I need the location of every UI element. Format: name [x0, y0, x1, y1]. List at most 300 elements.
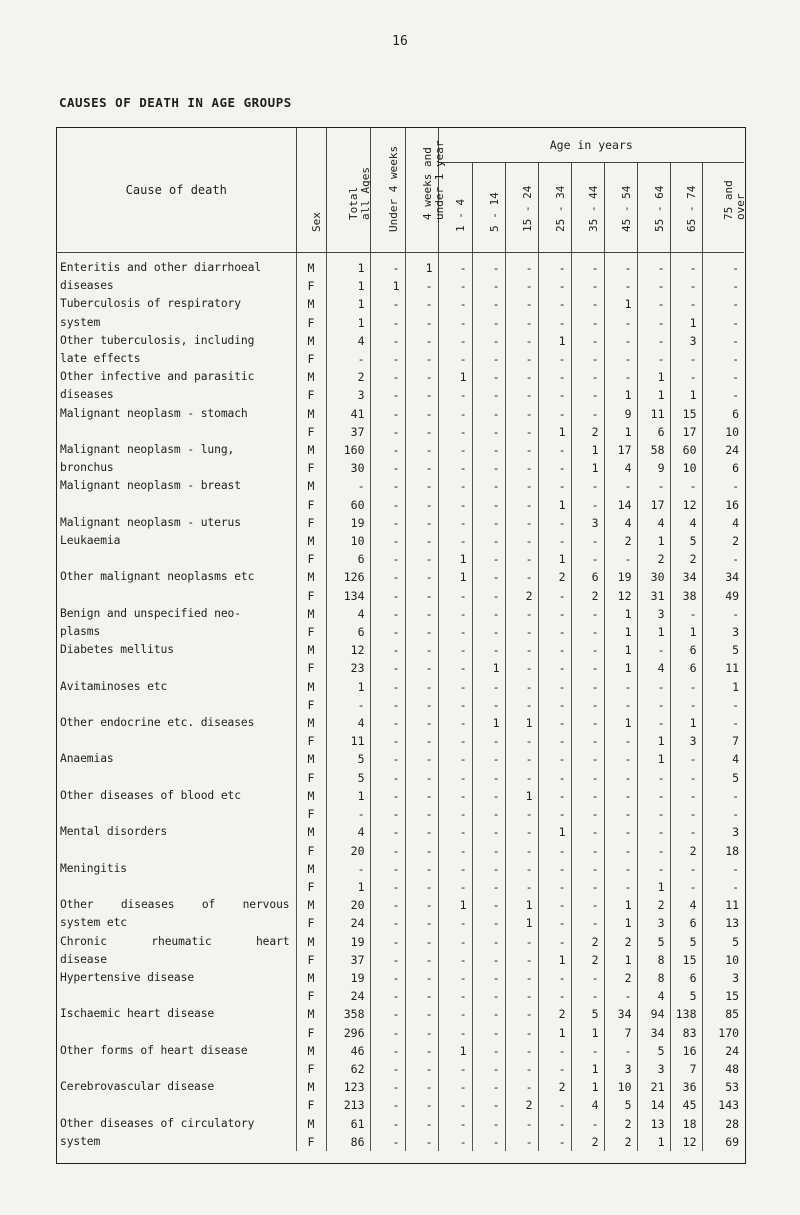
- count-cell: -: [538, 769, 571, 787]
- sex-cell: F: [296, 732, 326, 750]
- count-cell: -: [438, 805, 472, 823]
- count-cell: -: [405, 1060, 438, 1078]
- count-cell: -: [670, 350, 702, 368]
- count-cell: -: [472, 914, 505, 932]
- count-cell: -: [438, 769, 472, 787]
- count-cell: 19: [604, 568, 637, 586]
- count-cell: -: [438, 659, 472, 677]
- count-cell: -: [505, 805, 538, 823]
- count-cell: -: [405, 987, 438, 1005]
- count-cell: 1: [637, 386, 670, 404]
- cause-cell: Other diseases of nervous: [57, 896, 296, 914]
- count-cell: -: [370, 314, 405, 332]
- count-cell: 5: [732, 934, 740, 949]
- count-cell: -: [571, 277, 604, 295]
- count-cell: -: [670, 750, 702, 768]
- cause-cell: Cerebrovascular disease: [57, 1078, 296, 1096]
- count-cell: 1: [505, 896, 538, 914]
- count-cell: -: [405, 805, 438, 823]
- count-cell: -: [438, 860, 472, 878]
- count-cell: -: [604, 696, 637, 714]
- count-cell: -: [472, 477, 505, 495]
- count-cell: -: [438, 933, 472, 951]
- count-cell: 7: [732, 734, 740, 749]
- count-cell: -: [405, 641, 438, 659]
- count-cell: -: [637, 787, 670, 805]
- count-cell: -: [405, 532, 438, 550]
- cause-cell: Other malignant neoplasms etc: [57, 568, 296, 586]
- count-cell: 1: [438, 550, 472, 568]
- count-cell: -: [405, 914, 438, 932]
- count-cell: -: [538, 1060, 571, 1078]
- total-cell: 46: [326, 1042, 370, 1060]
- total-cell: 1: [326, 878, 370, 896]
- count-cell: 15: [670, 405, 702, 423]
- count-cell: -: [438, 295, 472, 313]
- sex-cell: M: [296, 1005, 326, 1023]
- count-cell: -: [571, 1042, 604, 1060]
- count-cell: -: [538, 587, 571, 605]
- count-cell: 3: [732, 970, 740, 985]
- table-row: [57, 969, 744, 987]
- count-cell: -: [571, 969, 604, 987]
- count-cell: 45: [670, 1096, 702, 1114]
- count-cell: 1: [604, 386, 637, 404]
- count-cell: -: [571, 332, 604, 350]
- count-cell: -: [604, 842, 637, 860]
- sex-cell: F: [296, 805, 326, 823]
- count-cell: -: [472, 1115, 505, 1133]
- count-cell: -: [505, 386, 538, 404]
- count-cell: -: [670, 787, 702, 805]
- count-cell: -: [438, 1133, 472, 1151]
- table-row: [57, 405, 744, 423]
- count-cell: -: [670, 605, 702, 623]
- count-cell: -: [370, 386, 405, 404]
- table-row: [57, 860, 744, 878]
- count-cell: 16: [725, 497, 740, 512]
- cause-cell: Ischaemic heart disease: [57, 1005, 296, 1023]
- count-cell: 1: [637, 1133, 670, 1151]
- count-cell: -: [732, 807, 740, 822]
- count-cell: 1: [637, 532, 670, 550]
- count-cell: -: [405, 696, 438, 714]
- count-cell: -: [438, 842, 472, 860]
- count-cell: -: [505, 605, 538, 623]
- count-cell: -: [571, 641, 604, 659]
- count-cell: 6: [670, 914, 702, 932]
- cause-cell: Meningitis: [57, 860, 296, 878]
- count-cell: -: [405, 787, 438, 805]
- sex-cell: F: [296, 314, 326, 332]
- count-cell: -: [438, 623, 472, 641]
- count-cell: -: [604, 805, 637, 823]
- count-cell: -: [538, 896, 571, 914]
- count-cell: -: [405, 477, 438, 495]
- count-cell: -: [505, 332, 538, 350]
- sex-cell: M: [296, 860, 326, 878]
- count-cell: 34: [670, 568, 702, 586]
- table-row: [57, 987, 744, 1005]
- sex-cell: F: [296, 1024, 326, 1042]
- count-cell: 24: [725, 1043, 740, 1058]
- count-cell: -: [670, 277, 702, 295]
- count-cell: -: [538, 350, 571, 368]
- cause-cell: Other infective and parasitic: [57, 368, 296, 386]
- cause-cell: [57, 659, 296, 677]
- count-cell: -: [505, 532, 538, 550]
- count-cell: 2: [604, 1115, 637, 1133]
- count-cell: 21: [637, 1078, 670, 1096]
- total-cell: 30: [326, 459, 370, 477]
- count-cell: -: [438, 350, 472, 368]
- count-cell: -: [472, 987, 505, 1005]
- count-cell: -: [637, 253, 670, 278]
- cause-cell: [57, 878, 296, 896]
- count-cell: -: [604, 368, 637, 386]
- count-cell: -: [405, 1133, 438, 1151]
- count-cell: -: [438, 314, 472, 332]
- count-cell: 49: [725, 588, 740, 603]
- count-cell: 4: [670, 896, 702, 914]
- count-cell: -: [472, 787, 505, 805]
- count-cell: 6: [637, 423, 670, 441]
- count-cell: -: [472, 277, 505, 295]
- count-cell: -: [405, 587, 438, 605]
- sex-cell: F: [296, 696, 326, 714]
- count-cell: -: [604, 787, 637, 805]
- count-cell: -: [670, 769, 702, 787]
- count-cell: 9: [604, 405, 637, 423]
- count-cell: 48: [725, 1061, 740, 1076]
- count-cell: -: [370, 477, 405, 495]
- count-cell: 1: [604, 951, 637, 969]
- count-cell: -: [505, 933, 538, 951]
- count-cell: -: [604, 678, 637, 696]
- count-cell: 5: [670, 532, 702, 550]
- count-cell: -: [472, 1024, 505, 1042]
- sex-cell: M: [296, 1078, 326, 1096]
- count-cell: 1: [538, 423, 571, 441]
- count-cell: -: [571, 769, 604, 787]
- count-cell: -: [538, 987, 571, 1005]
- count-cell: 4: [670, 514, 702, 532]
- count-cell: 1: [604, 623, 637, 641]
- count-cell: -: [405, 860, 438, 878]
- count-cell: -: [370, 732, 405, 750]
- cause-cell: Enteritis and other diarrhoeal: [57, 253, 296, 278]
- count-cell: 2: [670, 550, 702, 568]
- table-row: [57, 1060, 744, 1078]
- total-cell: 41: [326, 405, 370, 423]
- count-cell: -: [538, 914, 571, 932]
- count-cell: -: [438, 1096, 472, 1114]
- count-cell: 1: [604, 659, 637, 677]
- count-cell: 11: [637, 405, 670, 423]
- count-cell: 1: [505, 714, 538, 732]
- count-cell: -: [472, 623, 505, 641]
- table-row: [57, 951, 744, 969]
- count-cell: -: [571, 860, 604, 878]
- total-cell: 126: [326, 568, 370, 586]
- count-cell: -: [405, 1042, 438, 1060]
- count-cell: 3: [732, 825, 740, 840]
- sex-cell: F: [296, 423, 326, 441]
- count-cell: 5: [637, 1042, 670, 1060]
- count-cell: -: [505, 769, 538, 787]
- cause-cell: [57, 696, 296, 714]
- count-cell: -: [472, 641, 505, 659]
- count-cell: 3: [637, 1060, 670, 1078]
- count-cell: 2: [637, 550, 670, 568]
- sex-cell: M: [296, 1115, 326, 1133]
- count-cell: -: [571, 350, 604, 368]
- count-cell: -: [405, 933, 438, 951]
- sex-cell: F: [296, 496, 326, 514]
- count-cell: 13: [637, 1115, 670, 1133]
- count-cell: -: [538, 532, 571, 550]
- count-cell: 13: [725, 916, 740, 931]
- count-cell: -: [472, 314, 505, 332]
- count-cell: -: [505, 277, 538, 295]
- cause-cell: Malignant neoplasm - uterus: [57, 514, 296, 532]
- sex-cell: F: [296, 659, 326, 677]
- sex-cell: M: [296, 441, 326, 459]
- count-cell: -: [571, 678, 604, 696]
- count-cell: -: [438, 696, 472, 714]
- cause-cell: diseases: [57, 386, 296, 404]
- sex-cell: M: [296, 405, 326, 423]
- total-cell: 358: [326, 1005, 370, 1023]
- sex-cell: M: [296, 969, 326, 987]
- total-cell: 23: [326, 659, 370, 677]
- count-cell: 2: [571, 933, 604, 951]
- total-cell: 5: [326, 769, 370, 787]
- sex-cell: F: [296, 277, 326, 295]
- count-cell: 85: [725, 1007, 740, 1022]
- total-cell: 60: [326, 496, 370, 514]
- count-cell: 94: [637, 1005, 670, 1023]
- count-cell: -: [505, 1078, 538, 1096]
- count-cell: 1: [637, 878, 670, 896]
- count-cell: 1: [637, 623, 670, 641]
- count-cell: -: [405, 386, 438, 404]
- count-cell: -: [370, 987, 405, 1005]
- count-cell: 12: [670, 1133, 702, 1151]
- count-cell: -: [370, 1060, 405, 1078]
- count-cell: -: [538, 750, 571, 768]
- cause-cell: bronchus: [57, 459, 296, 477]
- count-cell: -: [370, 1005, 405, 1023]
- count-cell: -: [571, 823, 604, 841]
- count-cell: -: [571, 405, 604, 423]
- count-cell: -: [505, 496, 538, 514]
- count-cell: 4: [637, 987, 670, 1005]
- count-cell: -: [472, 1096, 505, 1114]
- count-cell: 3: [637, 914, 670, 932]
- table-row: [57, 1096, 744, 1114]
- count-cell: -: [438, 496, 472, 514]
- count-cell: -: [472, 805, 505, 823]
- count-cell: -: [405, 659, 438, 677]
- count-cell: 2: [538, 568, 571, 586]
- cause-cell: Benign and unspecified neo-: [57, 605, 296, 623]
- table-row: [57, 896, 744, 914]
- count-cell: -: [405, 1078, 438, 1096]
- count-cell: -: [538, 477, 571, 495]
- count-cell: -: [438, 641, 472, 659]
- total-cell: 12: [326, 641, 370, 659]
- count-cell: -: [670, 477, 702, 495]
- count-cell: 18: [670, 1115, 702, 1133]
- age-header: 65 - 74: [670, 163, 702, 253]
- count-cell: -: [405, 732, 438, 750]
- cause-cell: Anaemias: [57, 750, 296, 768]
- table-row: [57, 477, 744, 495]
- count-cell: -: [505, 1005, 538, 1023]
- count-cell: -: [438, 714, 472, 732]
- table-row: [57, 1024, 744, 1042]
- count-cell: 8: [637, 951, 670, 969]
- count-cell: 10: [604, 1078, 637, 1096]
- total-cell: 4: [326, 823, 370, 841]
- count-cell: 2: [538, 1005, 571, 1023]
- table-row: [57, 714, 744, 732]
- count-cell: 1: [538, 951, 571, 969]
- sex-cell: M: [296, 332, 326, 350]
- cause-cell: Mental disorders: [57, 823, 296, 841]
- sex-cell: M: [296, 368, 326, 386]
- page-title: CAUSES OF DEATH IN AGE GROUPS: [59, 95, 292, 110]
- cause-cell: Malignant neoplasm - stomach: [57, 405, 296, 423]
- count-cell: -: [604, 732, 637, 750]
- cause-cell: [57, 1024, 296, 1042]
- count-cell: -: [472, 514, 505, 532]
- count-cell: -: [505, 368, 538, 386]
- total-cell: 1: [326, 787, 370, 805]
- count-cell: 6: [670, 641, 702, 659]
- count-cell: -: [505, 1042, 538, 1060]
- count-cell: -: [405, 514, 438, 532]
- count-cell: 1: [571, 1024, 604, 1042]
- count-cell: -: [571, 623, 604, 641]
- count-cell: -: [505, 750, 538, 768]
- count-cell: -: [472, 750, 505, 768]
- count-cell: -: [438, 532, 472, 550]
- count-cell: -: [670, 368, 702, 386]
- table-row: [57, 332, 744, 350]
- count-cell: -: [505, 641, 538, 659]
- count-cell: -: [405, 423, 438, 441]
- count-cell: -: [670, 860, 702, 878]
- count-cell: -: [604, 550, 637, 568]
- count-cell: 4: [604, 514, 637, 532]
- table-row: [57, 914, 744, 932]
- count-cell: 2: [505, 1096, 538, 1114]
- count-cell: -: [505, 987, 538, 1005]
- count-cell: -: [571, 477, 604, 495]
- cause-cell: Other tuberculosis, including: [57, 332, 296, 350]
- count-cell: -: [505, 441, 538, 459]
- count-cell: -: [472, 496, 505, 514]
- table-row: [57, 605, 744, 623]
- count-cell: -: [604, 253, 637, 278]
- sex-cell: M: [296, 823, 326, 841]
- count-cell: -: [604, 987, 637, 1005]
- count-cell: 6: [670, 969, 702, 987]
- count-cell: -: [370, 587, 405, 605]
- count-cell: -: [571, 878, 604, 896]
- count-cell: 170: [718, 1025, 740, 1040]
- count-cell: -: [370, 550, 405, 568]
- table-row: [57, 514, 744, 532]
- total-cell: 1: [326, 314, 370, 332]
- count-cell: -: [505, 623, 538, 641]
- count-cell: -: [370, 951, 405, 969]
- cause-cell: [57, 550, 296, 568]
- count-cell: 17: [670, 423, 702, 441]
- sex-cell: F: [296, 842, 326, 860]
- count-cell: 4: [732, 515, 740, 530]
- count-cell: -: [538, 1115, 571, 1133]
- count-cell: 143: [718, 1098, 740, 1113]
- count-cell: -: [538, 787, 571, 805]
- table-row: [57, 314, 744, 332]
- table-row: [57, 496, 744, 514]
- count-cell: 1: [571, 1078, 604, 1096]
- count-cell: -: [438, 823, 472, 841]
- cause-cell: Malignant neoplasm - breast: [57, 477, 296, 495]
- count-cell: -: [732, 279, 740, 294]
- page-number: 16: [392, 34, 408, 49]
- age-header: 15 - 24: [505, 163, 538, 253]
- total-cell: 6: [326, 623, 370, 641]
- total-cell: 20: [326, 842, 370, 860]
- sex-cell: M: [296, 678, 326, 696]
- sex-cell: M: [296, 253, 326, 278]
- count-cell: -: [637, 860, 670, 878]
- total-cell: 213: [326, 1096, 370, 1114]
- count-cell: -: [505, 477, 538, 495]
- count-cell: -: [637, 714, 670, 732]
- count-cell: -: [405, 678, 438, 696]
- count-cell: -: [370, 605, 405, 623]
- count-cell: -: [405, 842, 438, 860]
- age-header: 45 - 54: [604, 163, 637, 253]
- count-cell: 1: [732, 679, 740, 694]
- count-cell: -: [637, 805, 670, 823]
- count-cell: 14: [604, 496, 637, 514]
- count-cell: -: [472, 732, 505, 750]
- count-cell: -: [571, 732, 604, 750]
- total-cell: 19: [326, 933, 370, 951]
- total-cell: 10: [326, 532, 370, 550]
- total-cell: 123: [326, 1078, 370, 1096]
- count-cell: 1: [670, 714, 702, 732]
- table-row: [57, 769, 744, 787]
- sex-cell: F: [296, 1133, 326, 1151]
- count-cell: -: [732, 315, 740, 330]
- count-cell: -: [438, 951, 472, 969]
- count-cell: 3: [732, 625, 740, 640]
- count-cell: 2: [604, 933, 637, 951]
- count-cell: -: [370, 878, 405, 896]
- cause-cell: system etc: [57, 914, 296, 932]
- count-cell: 4: [637, 514, 670, 532]
- count-cell: 1: [637, 750, 670, 768]
- count-cell: -: [637, 823, 670, 841]
- total-cell: 62: [326, 1060, 370, 1078]
